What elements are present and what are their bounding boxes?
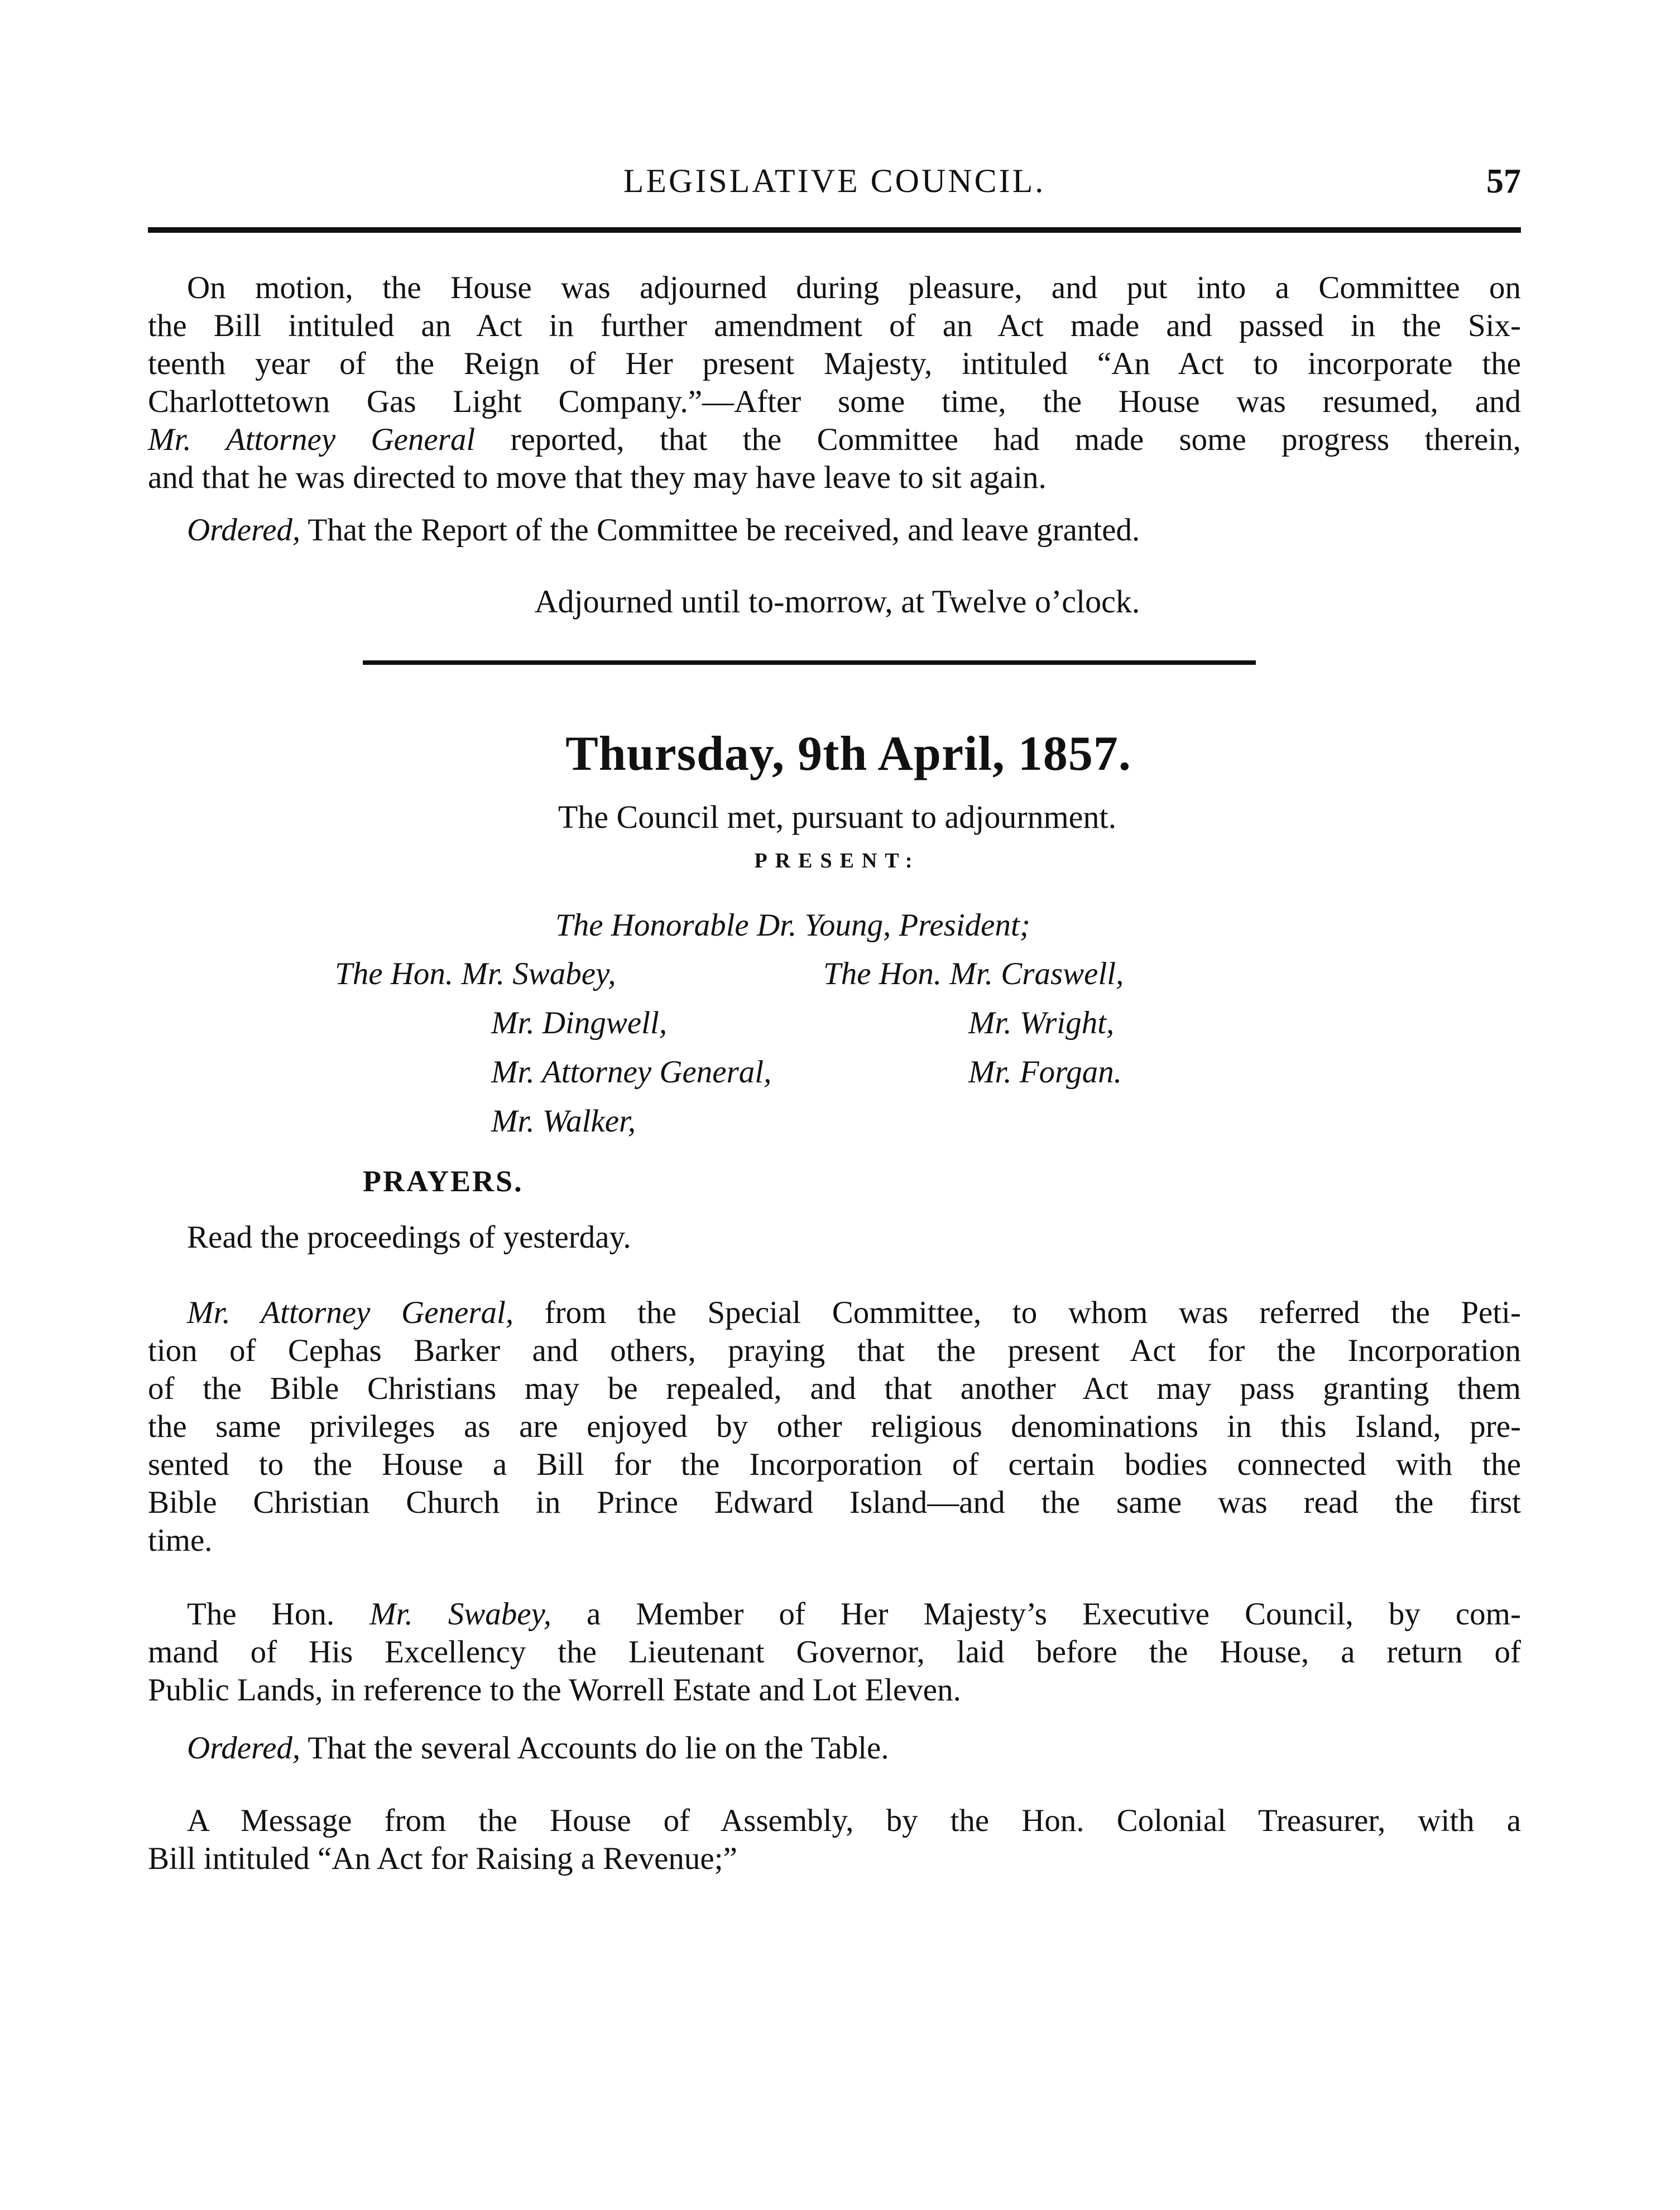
paragraph-line: On motion, the House was adjourned during pleasure, and put into a Committee on: [187, 270, 1521, 305]
paragraph-line: Charlottetown Gas Light Company.”—After some time, the House was resumed, and: [148, 384, 1521, 419]
paragraph-text: a Member of Her Majesty’s Executive Council, by com-: [551, 1597, 1521, 1632]
speaker-name: Mr. Swabey,: [334, 1597, 551, 1632]
paragraph-line: Bill intituled “An Act for Raising a Revenue;”: [148, 1841, 737, 1876]
council-met-line: The Council met, pursuant to adjournment.: [558, 799, 1117, 835]
paragraph-line-with-speaker: [148, 1294, 1521, 1332]
member-left: Mr. Dingwell,: [491, 1005, 668, 1041]
header-rule: [148, 227, 1521, 233]
president-line: The Honorable Dr. Young, President;: [555, 908, 1030, 943]
paragraph-line: time.: [148, 1523, 213, 1558]
prayers-heading: PRAYERS.: [363, 1164, 524, 1198]
ordered-accounts-paragraph: [187, 1729, 1521, 1767]
speaker-name: Mr. Attorney General: [148, 422, 476, 457]
paragraph-line: and that he was directed to move that they may have leave to sit again.: [148, 460, 1047, 495]
page-number: 57: [1486, 162, 1521, 200]
paragraph-line: Bible Christian Church in Prince Edward Island—and the same was read the first: [148, 1485, 1521, 1520]
paragraph-line: the Bill intituled an Act in further amendment of an Act made and passed in the Six-: [148, 308, 1521, 343]
ordered-label: Ordered,: [187, 512, 301, 548]
committee-paragraph: [148, 269, 1521, 497]
paragraph-line-with-speaker: [148, 1595, 1521, 1633]
paragraph-text: reported, that the Committee had made some progress therein,: [475, 422, 1521, 457]
paragraph-line: the same privileges as are enjoyed by other religious denominations in this Island, pre-: [148, 1409, 1521, 1444]
ordered-text: That the several Accounts do lie on the Table.: [300, 1730, 889, 1766]
member-right: Mr. Forgan.: [968, 1054, 1122, 1090]
paragraph-line: Public Lands, in reference to the Worrell Estate and Lot Eleven.: [148, 1672, 961, 1708]
member-right: The Hon. Mr. Craswell,: [823, 956, 1124, 991]
ordered-text: That the Report of the Committee be received, and leave granted.: [300, 512, 1140, 548]
sitting-date-heading: Thursday, 9th April, 1857.: [565, 727, 1131, 781]
paragraph-line: of the Bible Christians may be repealed, and that another Act may pass granting them: [148, 1371, 1521, 1406]
ordered-label: Ordered,: [187, 1730, 301, 1766]
swabey-paragraph: [148, 1595, 1521, 1709]
paragraph-line-with-speaker: [148, 421, 1521, 459]
adjourned-line: Adjourned until to-morrow, at Twelve o’clock.: [534, 583, 1140, 620]
paragraph-line: teenth year of the Reign of Her present Majesty, intituled “An Act to incorporate the: [148, 346, 1521, 381]
speaker-name: Mr. Attorney General,: [187, 1295, 514, 1330]
ordered-report-paragraph: [187, 511, 1521, 549]
paragraph-text: from the Special Committee, to whom was referred the Peti-: [513, 1295, 1521, 1330]
member-left: The Hon. Mr. Swabey,: [335, 956, 616, 991]
paragraph-line: A Message from the House of Assembly, by the Hon. Colonial Treasurer, with a: [187, 1803, 1521, 1838]
message-paragraph: [148, 1802, 1521, 1878]
present-label: PRESENT:: [754, 849, 920, 873]
paragraph-text: The Hon.: [187, 1597, 335, 1632]
member-right: Mr. Wright,: [968, 1005, 1115, 1041]
bible-christians-paragraph: [148, 1294, 1521, 1560]
paragraph-line: sented to the House a Bill for the Incorporation of certain bodies connected with the: [148, 1447, 1521, 1482]
running-head: LEGISLATIVE COUNCIL.: [623, 162, 1046, 199]
section-rule: [363, 660, 1256, 665]
paragraph-line: mand of His Excellency the Lieutenant Governor, laid before the House, a return of: [148, 1634, 1521, 1670]
read-proceedings-line: Read the proceedings of yesterday.: [187, 1220, 631, 1255]
member-left: Mr. Attorney General,: [491, 1054, 772, 1090]
page-header: [148, 162, 1521, 212]
paragraph-line: tion of Cephas Barker and others, praying that the present Act for the Incorporation: [148, 1333, 1521, 1368]
member-left: Mr. Walker,: [491, 1104, 636, 1139]
